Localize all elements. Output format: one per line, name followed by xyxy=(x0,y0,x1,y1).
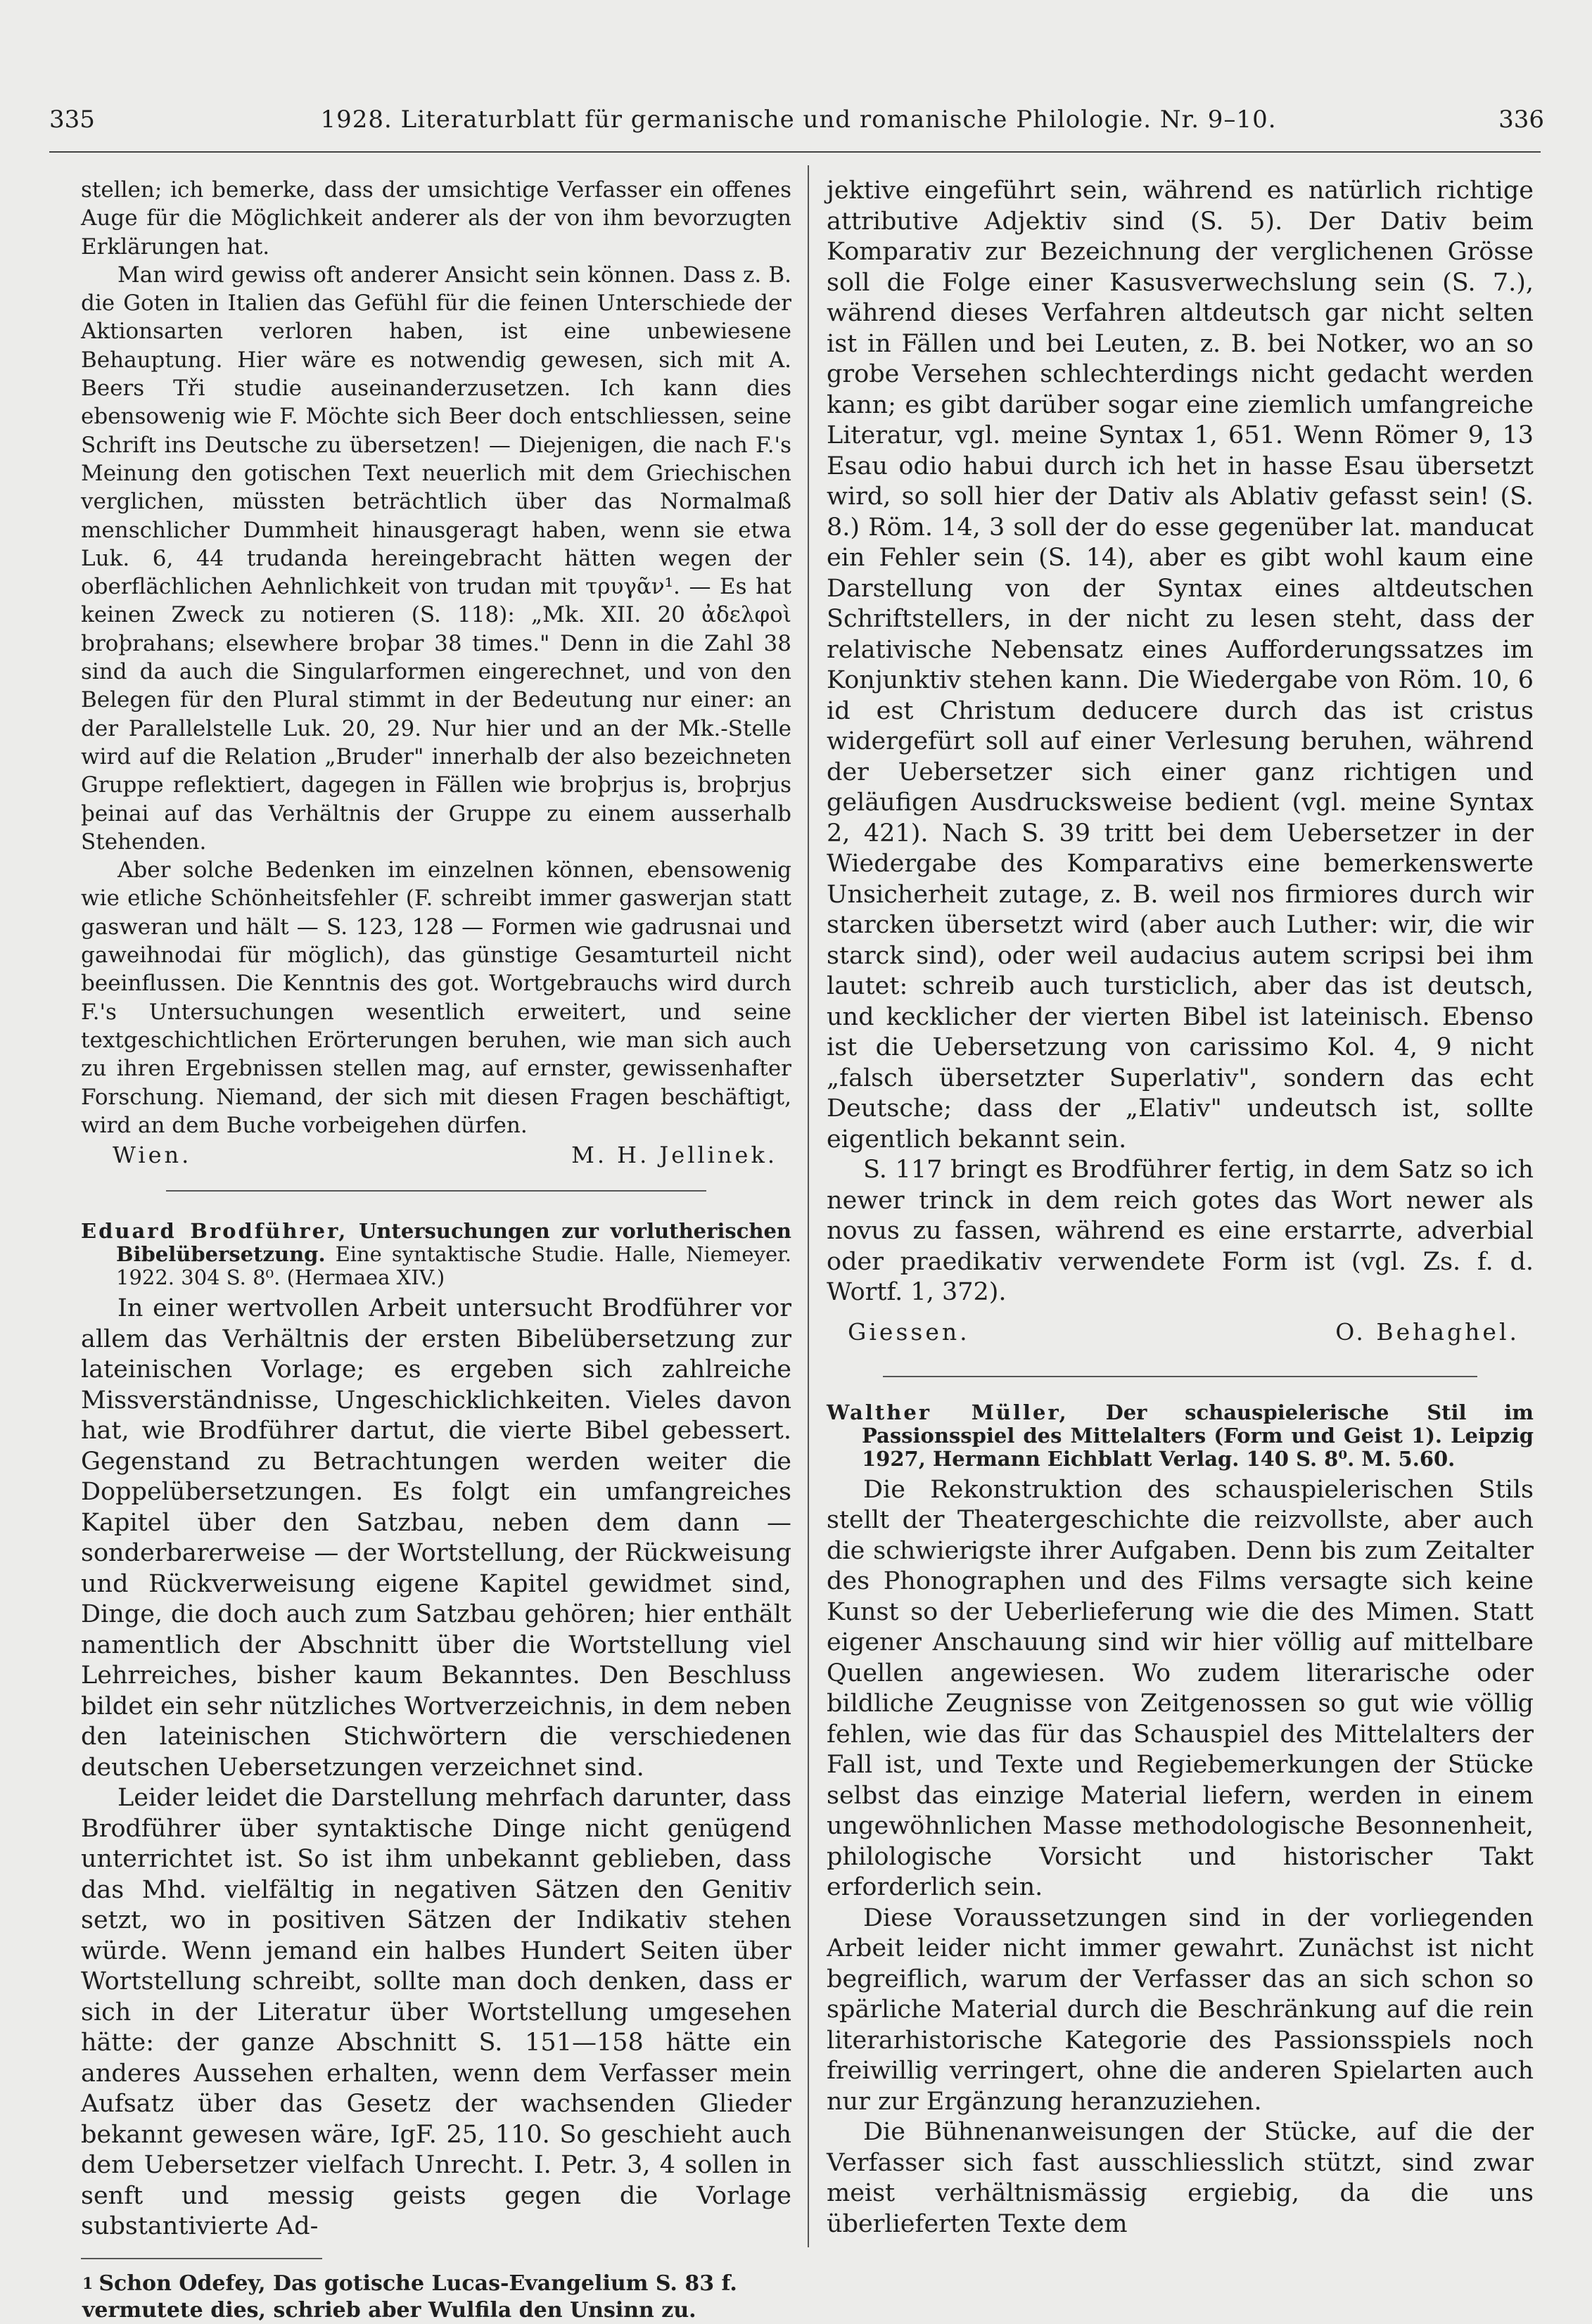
review-paragraph-2: Leider leidet die Darstellung mehrfach darunter, dass Brodführer über syntaktische Dinge nicht genügend unterrichtet ist. So ist ihm unbekannt geblieben, dass das Mhd. vielfältig in negativen Sätzen den Genitiv setzt, wo in positiven Sätzen der Indikativ stehen würde. Wenn jemand ein halbes Hundert Seiten über Wortstellung schreibt, sollte man doch denken, dass er sich in der Literatur über Wortstellung umgesehen hätte: der ganze Abschnitt S. 151—158 hätte ein anderes Aussehen erhalten, wenn dem Verfasser mein Aufsatz über das Gesetz der wachsenden Glieder bekannt gewesen wäre, IgF. 25, 110. So geschieht auch dem Uebersetzer vielfach Unrecht. I. Petr. 3, 4 sollen in senft und messig geists gegen die Vorlage substantivierte Ad- xyxy=(81,1784,791,2241)
review-bibliography: (Form und Geist 1). Leipzig 1927, Hermann Eichblatt Verlag. 140 S. 8⁰. M. 5.60. xyxy=(862,1423,1534,1471)
signature-name: M. H. Jellinek. xyxy=(571,1142,777,1169)
left-column xyxy=(81,176,791,2324)
review-author: Eduard Brodführer, xyxy=(81,1219,348,1244)
page-number-right: 336 xyxy=(1498,106,1544,134)
page-header xyxy=(42,106,1555,148)
left-signature xyxy=(81,1139,791,1169)
review-title: Untersuchungen zur vorlutherischen Bibelübersetzung. xyxy=(116,1219,791,1267)
footnote-text: Schon Odefey, Das gotische Lucas-Evangelium S. 83 f. vermutete dies, schrieb aber Wulfila den Unsinn zu. xyxy=(82,2271,737,2323)
header-rule xyxy=(49,151,1541,153)
right-column xyxy=(827,176,1534,2240)
review-separator xyxy=(883,1376,1477,1377)
review-paragraph-2: Diese Voraussetzungen sind in der vorliegenden Arbeit leider nicht immer gewahrt. Zunächst ist nicht begreiflich, warum der Verfasser das an sich schon so spärliche Material durch die Beschränkung auf die rein literarhistorische Kategorie des Passionsspiels noch freiwillig verringert, ohne die anderen Spielarten auch nur zur Ergänzung heranzuziehen. xyxy=(827,1903,1534,2116)
review-heading-mueller xyxy=(827,1401,1534,1471)
review-bibliography: Eine syntaktische Studie. Halle, Niemeyer. 1922. 304 S. 8⁰. (Hermaea XIV.) xyxy=(116,1242,791,1290)
left-continuation-paragraph-2: Man wird gewiss oft anderer Ansicht sein können. Dass z. B. die Goten in Italien das Gefühl für die feinen Unterschiede der Aktionsarten verloren haben, ist eine unbewiesene Behauptung. Hier wäre es notwendig gewesen, sich mit A. Beers Tři studie auseinanderzusetzen. Ich kann dies ebensowenig wie F. Möchte sich Beer doch entschliessen, seine Schrift ins Deutsche zu übersetzen! — Diejenigen, die nach F.'s Meinung den gotischen Text neuerlich mit dem Griechischen verglichen, müssten beträchtlich über das Normalmaß menschlicher Dummheit hinausgeragt haben, wenn sie etwa Luk. 6, 44 trudanda hereingebracht hätten wegen der oberflächlichen Aehnlichkeit von trudan mit τρυγᾶν¹. — Es hat keinen Zweck zu notieren (S. 118): „Mk. XII. 20 ἀδελφοὶ broþrahans; elsewhere broþar 38 times." Denn in die Zahl 38 sind da auch die Singularformen eingerechnet, und von den Belegen für den Plural stimmt in der Bedeutung nur einer: an der Parallelstelle Luk. 20, 29. Nur hier und an der Mk.-Stelle wird auf die Relation „Bruder" innerhalb der also bezeichneten Gruppe reflektiert, dagegen in Fällen wie broþrjus is, broþrjus þeinai auf das Verhältnis der Gruppe zu einem ausserhalb Stehenden. xyxy=(81,262,791,855)
signature-city: Wien. xyxy=(113,1142,192,1169)
page-number-left: 335 xyxy=(49,106,95,134)
review-body-brodfuehrer xyxy=(81,1294,791,2242)
footnote-rule xyxy=(81,2258,322,2259)
right-continuation xyxy=(827,176,1534,1308)
right-continuation-paragraph-2: S. 117 bringt es Brodführer fertig, in dem Satz so ich newer trinck in dem reich gotes das Wort newer als novus zu fassen, während es eine erstarrte, adverbial oder praedikativ verwendete Form ist (vgl. Zs. f. d. Wortf. 1, 372). xyxy=(827,1156,1534,1306)
review-title: Der schauspielerische Stil im Passionsspiel des Mittelalters xyxy=(862,1400,1534,1448)
left-continuation-paragraph-1: stellen; ich bemerke, dass der umsichtige Verfasser ein offenes Auge für die Möglichkeit anderer als der von ihm bevorzugten Erklärungen hat. xyxy=(81,177,791,260)
signature-city: Giessen. xyxy=(848,1317,970,1346)
column-divider xyxy=(808,165,809,2247)
running-title: 1928. Literaturblatt für germanische und romanische Philologie. Nr. 9–10. xyxy=(320,106,1277,134)
footnote-marker: 1 xyxy=(82,2274,94,2293)
right-continuation-paragraph-1: jektive eingeführt sein, während es natürlich richtige attributive Adjektiv sind (S. 5). Der Dativ beim Komparativ zur Bezeichnung der verglichenen Grösse soll die Folge einer Kasusverwechslung sein (S. 7.), während dieses Verfahren altdeutsch gar nicht selten ist in Fällen und bei Leuten, z. B. bei Notker, wo an so grobe Versehen schlechterdings nicht gedacht werden kann; es gibt darüber sogar eine ziemlich umfangreiche Literatur, vgl. meine Syntax 1, 651. Wenn Römer 9, 13 Esau odio habui durch ich het in hasse Esau übersetzt wird, so soll hier der Dativ als Ablativ gefasst sein! (S. 8.) Röm. 14, 3 soll der do esse gegenüber lat. manducat ein Fehler sein (S. 14), aber es gibt wohl kaum eine Darstellung von der Syntax eines altdeutschen Schriftstellers, in der nicht zu lesen steht, dass der relativische Nebensatz eines Aufforderungssatzes im Konjunktiv stehen kann. Die Wiedergabe von Röm. 10, 6 id est Christum deducere durch das ist cristus widergefürt soll auf einer Verlesung beruhen, während der Uebersetzer sich einer ganz richtigen und geläufigen Ausdrucksweise bedient (vgl. meine Syntax 2, 421). Nach S. 39 tritt bei dem Uebersetzer in der Wiedergabe des Komparativs eine bemerkenswerte Unsicherheit zutage, z. B. weil nos firmiores durch wir starcken übersetzt wird (aber auch Luther: wir, die wir starck sind), oder weil audacius autem scripsi bei ihm lautet: schreib auch tursticlich, aber das ist deutsch, und kecklicher der vierten Bibel ist lateinisch. Ebenso ist die Uebersetzung von carissimo Kol. 4, 9 nicht „falsch übersetzter Superlativ", sondern das echt Deutsche; dass der „Elativ" undeutsch ist, sollte eigentlich bekannt sein. xyxy=(827,177,1534,1154)
review-paragraph-3: Die Bühnenanweisungen der Stücke, auf die der Verfasser sich fast ausschliesslich stützt, sind zwar meist verhältnismässig ergiebig, da die uns überlieferten Texte dem xyxy=(827,2118,1534,2238)
review-separator xyxy=(166,1190,706,1192)
review-heading-brodfuehrer xyxy=(81,1220,791,1289)
footnote xyxy=(81,2271,791,2324)
review-paragraph-1: Die Rekonstruktion des schauspielerischen Stils stellt der Theatergeschichte die reizvollste, aber auch die schwierigste ihrer Aufgaben. Denn bis zum Zeitalter des Phonographen und des Films versagte sich keine Kunst so der Ueberlieferung wie die des Mimen. Statt eigener Anschauung sind wir hier völlig auf mittelbare Quellen angewiesen. Wo zudem literarische oder bildliche Zeugnisse von Zeitgenossen so gut wie völlig fehlen, wie das für das Schauspiel des Mittelalters der Fall ist, und Texte und Regiebemerkungen der Stücke selbst das einzige Material liefern, werden in einem ungewöhnlichen Masse methodologische Besonnenheit, philologische Vorsicht und historischer Takt erforderlich sein. xyxy=(827,1475,1534,1902)
left-continuation-paragraph-3: Aber solche Bedenken im einzelnen können, ebensowenig wie etliche Schönheitsfehler (F. schreibt immer gaswerjan statt gasweran und hält — S. 123, 128 — Formen wie gadrusnai und gaweihnodai für möglich), das günstige Gesamturteil nicht beeinflussen. Die Kenntnis des got. Wortgebrauchs wird durch F.'s Untersuchungen wesentlich erweitert, und seine textgeschichtlichen Erörterungen beruhen, wie man sich auch zu ihren Ergebnissen stellen mag, auf ernster, gewissenhafter Forschung. Niemand, der sich mit diesen Fragen beschäftigt, wird an dem Buche vorbeigehen dürfen. xyxy=(81,857,791,1138)
review-author: Walther Müller, xyxy=(827,1400,1069,1424)
signature-name: O. Behaghel. xyxy=(1335,1317,1520,1346)
right-signature xyxy=(827,1318,1534,1346)
review-body-mueller xyxy=(827,1475,1534,2240)
review-paragraph-1: In einer wertvollen Arbeit untersucht Brodführer vor allem das Verhältnis der ersten Bibelübersetzung zur lateinischen Vorlage; es ergeben sich zahlreiche Missverständnisse, Ungeschicklichkeiten. Vieles davon hat, wie Brodführer dartut, die vierte Bibel gebessert. Gegenstand zu Betrachtungen werden weiter die Doppelübersetzungen. Es folgt ein umfangreiches Kapitel über den Satzbau, neben dem dann — sonderbarerweise — der Wortstellung, der Rückweisung und Rückverweisung eigene Kapitel gewidmet sind, Dinge, die doch auch zum Satzbau gehören; hier enthält namentlich der Abschnitt über die Wortstellung viel Lehrreiches, bisher kaum Bekanntes. Den Beschluss bildet ein sehr nützliches Wortverzeichnis, in dem neben den lateinischen Stichwörtern die verschiedenen deutschen Uebersetzungen verzeichnet sind. xyxy=(81,1294,791,1782)
